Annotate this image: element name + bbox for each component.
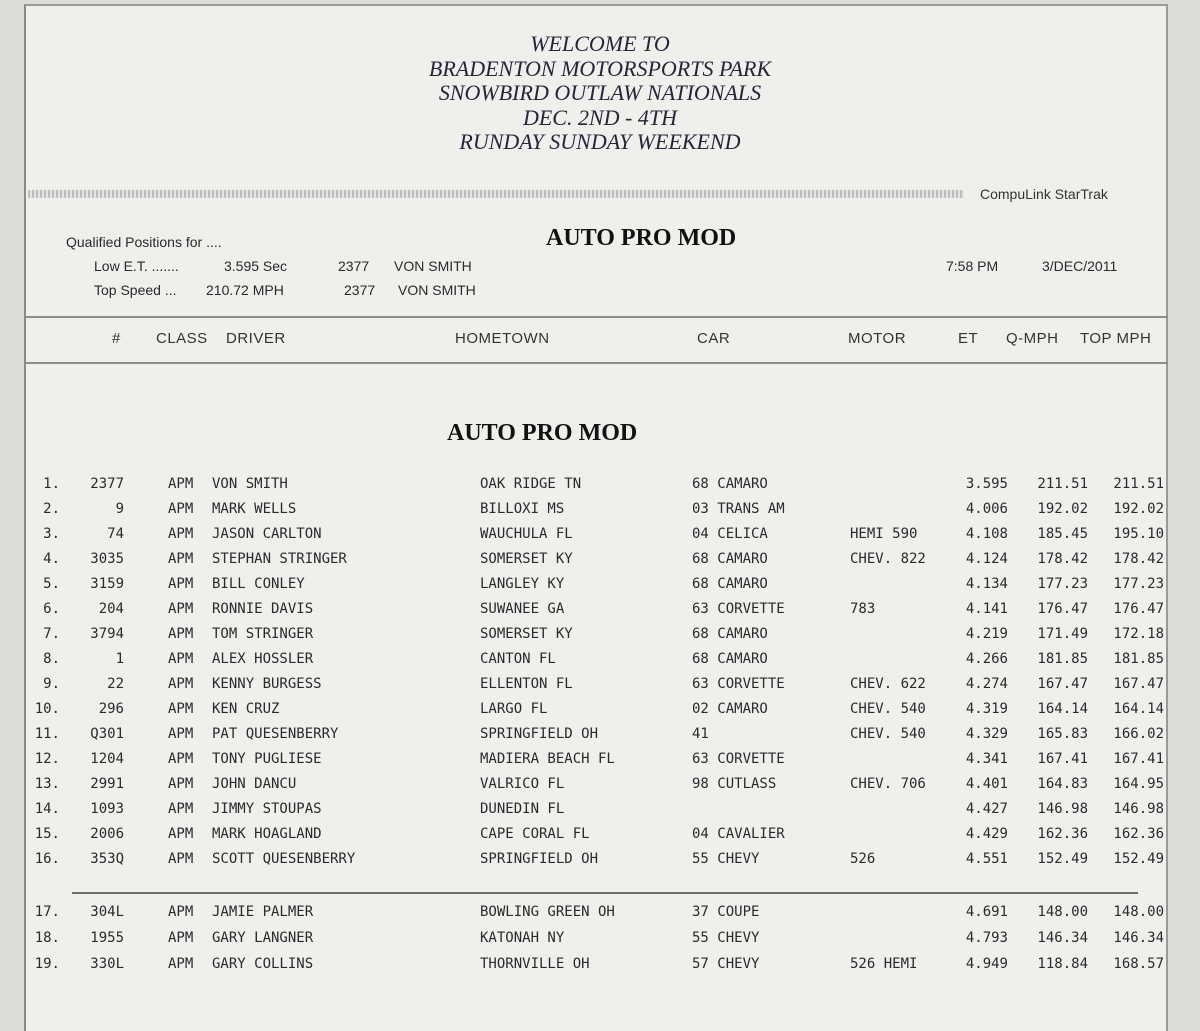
row-qmph: 167.41 [1037, 751, 1088, 767]
row-et: 4.401 [965, 776, 1008, 792]
row-car: 55 CHEVY [692, 930, 760, 946]
row-qmph: 146.34 [1037, 930, 1088, 946]
row-et: 4.427 [965, 801, 1008, 817]
row-car-number: 304L [90, 904, 124, 920]
row-et: 4.949 [965, 956, 1008, 972]
row-car: 41 [692, 726, 709, 742]
col-car: CAR [697, 330, 731, 347]
row-motor: CHEV. 540 [850, 726, 926, 742]
row-hometown: WAUCHULA FL [480, 526, 573, 542]
top-speed-driver: VON SMITH [398, 282, 476, 298]
row-et: 4.341 [965, 751, 1008, 767]
row-car-number: 2006 [90, 826, 124, 842]
row-position: 11. [34, 726, 60, 742]
row-topmph: 166.02 [1113, 726, 1164, 742]
col-driver: DRIVER [226, 330, 286, 347]
row-driver: RONNIE DAVIS [212, 601, 314, 617]
row-qmph: 152.49 [1037, 851, 1088, 867]
top-speed-car: 2377 [344, 282, 376, 298]
row-car-number: 2991 [90, 776, 124, 792]
row-topmph: 172.18 [1113, 626, 1164, 642]
row-motor: CHEV. 540 [850, 701, 926, 717]
row-car-number: Q301 [90, 726, 124, 742]
report-time: 7:58 PM [946, 258, 999, 274]
row-car: 63 CORVETTE [692, 676, 785, 692]
row-class: APM [168, 601, 194, 617]
low-et-car: 2377 [338, 258, 370, 274]
row-qmph: 171.49 [1037, 626, 1088, 642]
row-car: 03 TRANS AM [692, 501, 785, 517]
row-car-number: 3035 [90, 551, 124, 567]
row-et: 3.595 [965, 476, 1008, 492]
row-position: 7. [43, 626, 60, 642]
table-row [0, 751, 1200, 775]
row-et: 4.793 [965, 930, 1008, 946]
row-hometown: SOMERSET KY [480, 551, 573, 567]
row-position: 5. [43, 576, 60, 592]
row-class: APM [168, 776, 194, 792]
row-car-number: 3159 [90, 576, 124, 592]
table-row [0, 956, 1200, 980]
row-class: APM [168, 476, 194, 492]
row-qmph: 192.02 [1037, 501, 1088, 517]
row-topmph: 192.02 [1113, 501, 1164, 517]
col-topmph: TOP MPH [1080, 330, 1152, 347]
row-motor: CHEV. 622 [850, 676, 926, 692]
header-line-3: SNOWBIRD OUTLAW NATIONALS [438, 80, 762, 105]
header-bottom-rule [26, 362, 1168, 364]
row-hometown: THORNVILLE OH [480, 956, 590, 972]
row-hometown: VALRICO FL [480, 776, 565, 792]
row-et: 4.108 [965, 526, 1008, 542]
header-top-rule [26, 316, 1168, 318]
low-et-label: Low E.T. ....... [94, 258, 179, 274]
row-car-number: 2377 [90, 476, 124, 492]
row-qmph: 211.51 [1037, 476, 1088, 492]
row-class: APM [168, 651, 194, 667]
row-topmph: 167.47 [1113, 676, 1164, 692]
row-driver: VON SMITH [212, 476, 288, 492]
row-et: 4.274 [965, 676, 1008, 692]
row-class: APM [168, 701, 194, 717]
row-topmph: 176.47 [1113, 601, 1164, 617]
row-car: 68 CAMARO [692, 651, 768, 667]
row-car: 02 CAMARO [692, 701, 768, 717]
row-car: 37 COUPE [692, 904, 760, 920]
dotted-divider [28, 190, 964, 198]
row-class: APM [168, 826, 194, 842]
row-class: APM [168, 751, 194, 767]
row-qmph: 148.00 [1037, 904, 1088, 920]
row-qmph: 177.23 [1037, 576, 1088, 592]
row-car-number: 1 [115, 651, 124, 667]
row-driver: PAT QUESENBERRY [212, 726, 339, 742]
row-driver: MARK WELLS [212, 501, 297, 517]
row-car: 68 CAMARO [692, 476, 768, 492]
row-car: 04 CELICA [692, 526, 768, 542]
row-position: 8. [43, 651, 60, 667]
row-driver: MARK HOAGLAND [212, 826, 322, 842]
row-car-number: 3794 [90, 626, 124, 642]
row-car-number: 1955 [90, 930, 124, 946]
row-et: 4.219 [965, 626, 1008, 642]
row-car: 04 CAVALIER [692, 826, 785, 842]
row-topmph: 148.00 [1113, 904, 1164, 920]
row-driver: GARY COLLINS [212, 956, 314, 972]
row-topmph: 195.10 [1113, 526, 1164, 542]
row-hometown: CANTON FL [480, 651, 556, 667]
row-driver: KENNY BURGESS [212, 676, 322, 692]
row-driver: JASON CARLTON [212, 526, 322, 542]
top-speed-value: 210.72 MPH [206, 282, 284, 298]
low-et-driver: VON SMITH [394, 258, 472, 274]
table-row [0, 601, 1200, 625]
row-qmph: 181.85 [1037, 651, 1088, 667]
row-hometown: ELLENTON FL [480, 676, 573, 692]
row-car-number: 330L [90, 956, 124, 972]
row-position: 6. [43, 601, 60, 617]
row-car-number: 296 [98, 701, 124, 717]
col-hometown: HOMETOWN [455, 330, 550, 347]
col-class: CLASS [156, 330, 208, 347]
row-qmph: 164.83 [1037, 776, 1088, 792]
row-driver: STEPHAN STRINGER [212, 551, 347, 567]
row-qmph: 178.42 [1037, 551, 1088, 567]
row-car-number: 353Q [90, 851, 124, 867]
row-car: 98 CUTLASS [692, 776, 777, 792]
report-date: 3/DEC/2011 [1042, 258, 1118, 274]
row-class: APM [168, 526, 194, 542]
header-line-1: WELCOME TO [530, 31, 670, 56]
row-class: APM [168, 904, 194, 920]
table-row [0, 501, 1200, 525]
row-topmph: 152.49 [1113, 851, 1164, 867]
row-position: 9. [43, 676, 60, 692]
row-et: 4.319 [965, 701, 1008, 717]
row-hometown: MADIERA BEACH FL [480, 751, 615, 767]
row-et: 4.134 [965, 576, 1008, 592]
row-topmph: 164.95 [1113, 776, 1164, 792]
row-car-number: 22 [107, 676, 124, 692]
row-qmph: 165.83 [1037, 726, 1088, 742]
row-et: 4.329 [965, 726, 1008, 742]
col-et: ET [958, 330, 979, 347]
table-row [0, 826, 1200, 850]
row-car: 57 CHEVY [692, 956, 760, 972]
row-hometown: DUNEDIN FL [480, 801, 565, 817]
row-car: 68 CAMARO [692, 626, 768, 642]
row-hometown: LANGLEY KY [480, 576, 565, 592]
top-speed-row [94, 282, 476, 298]
row-topmph: 178.42 [1113, 551, 1164, 567]
row-car-number: 1204 [90, 751, 124, 767]
row-hometown: SUWANEE GA [480, 601, 565, 617]
row-car-number: 74 [107, 526, 124, 542]
row-topmph: 146.34 [1113, 930, 1164, 946]
row-motor: CHEV. 706 [850, 776, 926, 792]
row-topmph: 146.98 [1113, 801, 1164, 817]
row-et: 4.124 [965, 551, 1008, 567]
row-car: 68 CAMARO [692, 551, 768, 567]
row-et: 4.006 [965, 501, 1008, 517]
row-et: 4.141 [965, 601, 1008, 617]
low-et-row [94, 258, 472, 274]
row-position: 12. [34, 751, 60, 767]
row-car: 63 CORVETTE [692, 601, 785, 617]
row-qmph: 176.47 [1037, 601, 1088, 617]
row-driver: JAMIE PALMER [212, 904, 314, 920]
section-title: AUTO PRO MOD [447, 420, 638, 446]
header-line-2: BRADENTON MOTORSPORTS PARK [428, 55, 772, 81]
row-position: 17. [34, 904, 60, 920]
row-topmph: 211.51 [1113, 476, 1164, 492]
row-driver: SCOTT QUESENBERRY [212, 851, 356, 867]
row-position: 10. [34, 701, 60, 717]
row-hometown: BILLOXI MS [480, 501, 565, 517]
table-row [0, 576, 1200, 600]
row-hometown: SPRINGFIELD OH [480, 851, 599, 867]
row-car-number: 1093 [90, 801, 124, 817]
row-hometown: SPRINGFIELD OH [480, 726, 599, 742]
row-motor: 526 HEMI [850, 956, 918, 972]
row-et: 4.551 [965, 851, 1008, 867]
header-line-5: RUNDAY SUNDAY WEEKEND [459, 129, 741, 154]
row-car-number: 9 [115, 501, 124, 517]
row-qmph: 167.47 [1037, 676, 1088, 692]
row-driver: BILL CONLEY [212, 576, 305, 592]
row-et: 4.266 [965, 651, 1008, 667]
row-position: 15. [34, 826, 60, 842]
row-car: 55 CHEVY [692, 851, 760, 867]
row-car: 68 CAMARO [692, 576, 768, 592]
row-position: 13. [34, 776, 60, 792]
row-hometown: KATONAH NY [480, 930, 565, 946]
row-class: APM [168, 576, 194, 592]
row-class: APM [168, 801, 194, 817]
row-motor: HEMI 590 [850, 526, 918, 542]
system-label: CompuLink StarTrak [980, 186, 1108, 202]
row-topmph: 168.57 [1113, 956, 1164, 972]
row-class: APM [168, 501, 194, 517]
row-et: 4.429 [965, 826, 1008, 842]
cutoff-rule [72, 892, 1138, 894]
table-row [0, 626, 1200, 650]
row-et: 4.691 [965, 904, 1008, 920]
row-hometown: LARGO FL [480, 701, 548, 717]
row-driver: KEN CRUZ [212, 701, 280, 717]
row-qmph: 118.84 [1037, 956, 1088, 972]
low-et-value: 3.595 Sec [224, 258, 288, 274]
row-position: 19. [34, 956, 60, 972]
row-position: 4. [43, 551, 60, 567]
row-qmph: 185.45 [1037, 526, 1088, 542]
row-position: 14. [34, 801, 60, 817]
row-class: APM [168, 676, 194, 692]
event-title: AUTO PRO MOD [546, 225, 737, 251]
row-class: APM [168, 626, 194, 642]
row-hometown: CAPE CORAL FL [480, 826, 590, 842]
row-qmph: 146.98 [1037, 801, 1088, 817]
row-motor: 526 [850, 851, 876, 867]
row-class: APM [168, 726, 194, 742]
row-class: APM [168, 551, 194, 567]
table-row [0, 776, 1200, 800]
welcome-header [0, 32, 1200, 155]
table-row [0, 726, 1200, 750]
row-position: 16. [34, 851, 60, 867]
row-motor: CHEV. 822 [850, 551, 926, 567]
row-position: 3. [43, 526, 60, 542]
qualified-label: Qualified Positions for .... [66, 234, 222, 250]
table-row [0, 651, 1200, 675]
row-class: APM [168, 930, 194, 946]
col-motor: MOTOR [848, 330, 907, 347]
table-row [0, 526, 1200, 550]
top-speed-label: Top Speed ... [94, 282, 177, 298]
row-driver: TONY PUGLIESE [212, 751, 322, 767]
row-class: APM [168, 956, 194, 972]
table-row [0, 904, 1200, 928]
row-topmph: 181.85 [1113, 651, 1164, 667]
row-hometown: SOMERSET KY [480, 626, 573, 642]
row-qmph: 164.14 [1037, 701, 1088, 717]
row-qmph: 162.36 [1037, 826, 1088, 842]
row-driver: JOHN DANCU [212, 776, 297, 792]
row-hometown: OAK RIDGE TN [480, 476, 582, 492]
row-position: 18. [34, 930, 60, 946]
header-line-4: DEC. 2ND - 4TH [522, 104, 677, 130]
table-row [0, 551, 1200, 575]
table-row [0, 930, 1200, 954]
row-car-number: 204 [98, 601, 124, 617]
table-row [0, 851, 1200, 875]
table-row [0, 801, 1200, 825]
col-num: # [112, 330, 121, 347]
row-driver: JIMMY STOUPAS [212, 801, 322, 817]
row-driver: GARY LANGNER [212, 930, 314, 946]
row-motor: 783 [850, 601, 876, 617]
row-topmph: 162.36 [1113, 826, 1164, 842]
row-topmph: 164.14 [1113, 701, 1164, 717]
table-row [0, 701, 1200, 725]
row-driver: TOM STRINGER [212, 626, 314, 642]
col-qmph: Q-MPH [1006, 330, 1059, 347]
table-row [0, 676, 1200, 700]
table-row [0, 476, 1200, 500]
row-class: APM [168, 851, 194, 867]
row-topmph: 177.23 [1113, 576, 1164, 592]
row-driver: ALEX HOSSLER [212, 651, 314, 667]
row-car: 63 CORVETTE [692, 751, 785, 767]
row-position: 2. [43, 501, 60, 517]
row-position: 1. [43, 476, 60, 492]
row-topmph: 167.41 [1113, 751, 1164, 767]
row-hometown: BOWLING GREEN OH [480, 904, 615, 920]
